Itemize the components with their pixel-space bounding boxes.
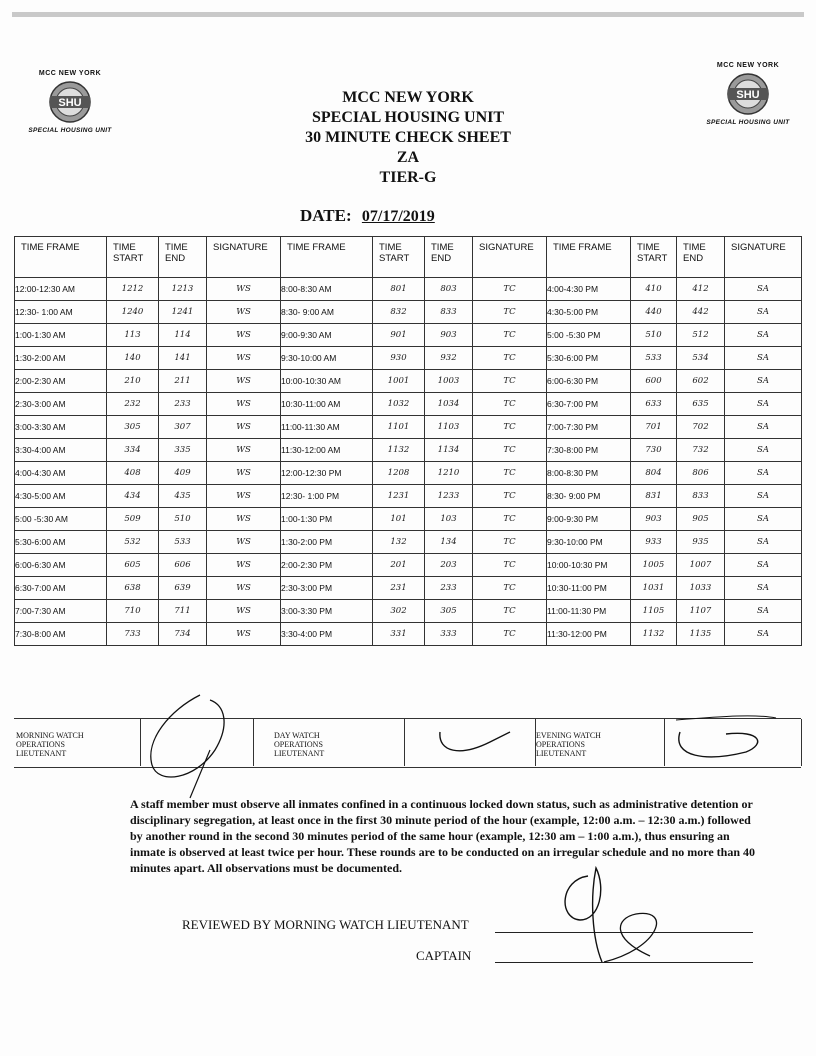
- signature-cell[interactable]: WS: [207, 439, 281, 462]
- time-start-cell[interactable]: 1132: [373, 439, 425, 462]
- signature-cell[interactable]: WS: [207, 301, 281, 324]
- title-line-1: MCC NEW YORK: [342, 89, 474, 106]
- table-row: [15, 278, 802, 301]
- title-line-5: TIER-G: [379, 169, 437, 186]
- time-start-cell[interactable]: 1032: [373, 393, 425, 416]
- time-end-cell[interactable]: 333: [425, 623, 473, 646]
- day-watch-label: DAY WATCH OPERATIONS LIEUTENANT: [274, 731, 325, 758]
- time-end-cell[interactable]: 602: [677, 370, 725, 393]
- time-end-cell[interactable]: 233: [159, 393, 207, 416]
- time-end-cell[interactable]: 510: [159, 508, 207, 531]
- signature-cell[interactable]: SA: [725, 623, 802, 646]
- time-frame-cell: 8:30- 9:00 AM: [281, 301, 373, 324]
- signature-cell[interactable]: WS: [207, 347, 281, 370]
- emblem-text: SHU: [736, 89, 760, 101]
- time-frame-cell: 8:00-8:30 PM: [547, 462, 631, 485]
- signature-cell[interactable]: TC: [473, 508, 547, 531]
- signature-cell[interactable]: TC: [473, 393, 547, 416]
- time-start-cell[interactable]: 113: [107, 324, 159, 347]
- signature-cell[interactable]: SA: [725, 577, 802, 600]
- table-row: [15, 393, 802, 416]
- time-end-cell[interactable]: 412: [677, 278, 725, 301]
- time-frame-cell: 1:30-2:00 PM: [281, 531, 373, 554]
- time-frame-cell: 5:00 -5:30 AM: [15, 508, 107, 531]
- time-start-cell[interactable]: 132: [373, 531, 425, 554]
- signature-cell[interactable]: SA: [725, 531, 802, 554]
- header-cell: TIME START: [631, 237, 677, 278]
- time-frame-cell: 4:00-4:30 PM: [547, 278, 631, 301]
- time-end-cell[interactable]: 806: [677, 462, 725, 485]
- signature-cell[interactable]: SA: [725, 347, 802, 370]
- time-start-cell[interactable]: 331: [373, 623, 425, 646]
- time-start-cell[interactable]: 1231: [373, 485, 425, 508]
- time-start-cell[interactable]: 1208: [373, 462, 425, 485]
- time-start-cell[interactable]: 410: [631, 278, 677, 301]
- time-start-cell[interactable]: 434: [107, 485, 159, 508]
- time-frame-cell: 1:00-1:30 PM: [281, 508, 373, 531]
- signature-cell[interactable]: WS: [207, 278, 281, 301]
- time-start-cell[interactable]: 140: [107, 347, 159, 370]
- time-end-cell[interactable]: 442: [677, 301, 725, 324]
- instructions-paragraph: A staff member must observe all inmates confined in a continuous locked down status, such as administrative detention or disciplinary segregation, at least once in the first 30 minute period of the hour (example, 12:00 a.m. – 12:30 a.m.) followed by another round in the second 30 minutes period of the same hour (example, 12:30 am – 1:00 a.m.), thus ensuring an inmate is observed at least twice per hour. These rounds are to be conducted on an irregular schedule and no more than 40 minutes apart. All observations must be documented.: [130, 797, 756, 875]
- signature-cell[interactable]: WS: [207, 393, 281, 416]
- date-label: DATE:: [300, 206, 352, 225]
- time-frame-cell: 6:30-7:00 AM: [15, 577, 107, 600]
- table-row: [15, 416, 802, 439]
- date-value: 07/17/2019: [361, 208, 435, 225]
- time-start-cell[interactable]: 831: [631, 485, 677, 508]
- time-frame-cell: 9:00-9:30 AM: [281, 324, 373, 347]
- signature-cell[interactable]: SA: [725, 485, 802, 508]
- time-end-cell[interactable]: 1135: [677, 623, 725, 646]
- table-row: [15, 554, 802, 577]
- time-end-cell[interactable]: 305: [425, 600, 473, 623]
- signature-cell[interactable]: TC: [473, 347, 547, 370]
- table-row: [15, 508, 802, 531]
- title-line-2: SPECIAL HOUSING UNIT: [311, 109, 505, 126]
- time-frame-cell: 9:00-9:30 PM: [547, 508, 631, 531]
- time-start-cell[interactable]: 1212: [107, 278, 159, 301]
- time-start-cell[interactable]: 605: [107, 554, 159, 577]
- time-end-cell[interactable]: 409: [159, 462, 207, 485]
- time-frame-cell: 1:00-1:30 AM: [15, 324, 107, 347]
- time-start-cell[interactable]: 210: [107, 370, 159, 393]
- signature-cell[interactable]: TC: [473, 439, 547, 462]
- captain-signature-scribble: [540, 858, 680, 968]
- time-frame-cell: 10:00-10:30 AM: [281, 370, 373, 393]
- time-start-cell[interactable]: 302: [373, 600, 425, 623]
- emblem-text: SHU: [58, 97, 82, 109]
- table-row: [15, 347, 802, 370]
- table-row: [15, 439, 802, 462]
- time-frame-cell: 7:00-7:30 AM: [15, 600, 107, 623]
- signature-cell[interactable]: SA: [725, 370, 802, 393]
- time-end-cell[interactable]: 103: [425, 508, 473, 531]
- time-end-cell[interactable]: 534: [677, 347, 725, 370]
- time-end-cell[interactable]: 606: [159, 554, 207, 577]
- morning-watch-label: MORNING WATCH OPERATIONS LIEUTENANT: [16, 731, 84, 758]
- signature-cell[interactable]: TC: [473, 278, 547, 301]
- time-start-cell[interactable]: 509: [107, 508, 159, 531]
- time-end-cell[interactable]: 211: [159, 370, 207, 393]
- time-start-cell[interactable]: 1031: [631, 577, 677, 600]
- signature-cell[interactable]: SA: [725, 439, 802, 462]
- time-end-cell[interactable]: 512: [677, 324, 725, 347]
- table-header-row: [15, 237, 802, 278]
- time-frame-cell: 3:00-3:30 PM: [281, 600, 373, 623]
- time-end-cell[interactable]: 533: [159, 531, 207, 554]
- time-frame-cell: 4:00-4:30 AM: [15, 462, 107, 485]
- time-end-cell[interactable]: 1213: [159, 278, 207, 301]
- time-frame-cell: 11:00-11:30 AM: [281, 416, 373, 439]
- signature-cell[interactable]: TC: [473, 416, 547, 439]
- time-start-cell[interactable]: 1101: [373, 416, 425, 439]
- evening-watch-label: EVENING WATCH OPERATIONS LIEUTENANT: [536, 731, 601, 758]
- time-end-cell[interactable]: 702: [677, 416, 725, 439]
- time-start-cell[interactable]: 633: [631, 393, 677, 416]
- time-frame-cell: 11:00-11:30 PM: [547, 600, 631, 623]
- check-table: [14, 236, 802, 646]
- time-end-cell[interactable]: 1134: [425, 439, 473, 462]
- signature-cell[interactable]: SA: [725, 393, 802, 416]
- time-start-cell[interactable]: 1001: [373, 370, 425, 393]
- time-start-cell[interactable]: 201: [373, 554, 425, 577]
- time-start-cell[interactable]: 933: [631, 531, 677, 554]
- time-start-cell[interactable]: 638: [107, 577, 159, 600]
- signature-cell[interactable]: WS: [207, 577, 281, 600]
- header-cell: SIGNATURE: [473, 237, 547, 278]
- signature-cell[interactable]: TC: [473, 462, 547, 485]
- signature-cell[interactable]: WS: [207, 508, 281, 531]
- table-row: [15, 577, 802, 600]
- time-frame-cell: 5:30-6:00 AM: [15, 531, 107, 554]
- time-end-cell[interactable]: 1210: [425, 462, 473, 485]
- time-frame-cell: 12:00-12:30 AM: [15, 278, 107, 301]
- time-frame-cell: 8:30- 9:00 PM: [547, 485, 631, 508]
- time-end-cell[interactable]: 935: [677, 531, 725, 554]
- time-frame-cell: 12:30- 1:00 PM: [281, 485, 373, 508]
- header-cell: SIGNATURE: [725, 237, 802, 278]
- time-frame-cell: 3:30-4:00 PM: [281, 623, 373, 646]
- time-start-cell[interactable]: 510: [631, 324, 677, 347]
- time-frame-cell: 4:30-5:00 AM: [15, 485, 107, 508]
- signature-cell[interactable]: TC: [473, 485, 547, 508]
- time-frame-cell: 2:00-2:30 PM: [281, 554, 373, 577]
- signature-cell[interactable]: WS: [207, 485, 281, 508]
- signature-cell[interactable]: WS: [207, 416, 281, 439]
- time-end-cell[interactable]: 1003: [425, 370, 473, 393]
- time-frame-cell: 12:00-12:30 PM: [281, 462, 373, 485]
- time-end-cell[interactable]: 114: [159, 324, 207, 347]
- signature-cell[interactable]: WS: [207, 623, 281, 646]
- time-end-cell[interactable]: 141: [159, 347, 207, 370]
- time-frame-cell: 3:00-3:30 AM: [15, 416, 107, 439]
- table-row: [15, 324, 802, 347]
- time-start-cell[interactable]: 1005: [631, 554, 677, 577]
- signature-cell[interactable]: SA: [725, 324, 802, 347]
- time-end-cell[interactable]: 1034: [425, 393, 473, 416]
- captain-label: CAPTAIN: [416, 948, 472, 963]
- signature-cell[interactable]: SA: [725, 508, 802, 531]
- time-end-cell[interactable]: 335: [159, 439, 207, 462]
- table-row: [15, 485, 802, 508]
- time-start-cell[interactable]: 305: [107, 416, 159, 439]
- signature-cell[interactable]: SA: [725, 278, 802, 301]
- signature-cell[interactable]: SA: [725, 301, 802, 324]
- time-end-cell[interactable]: 1033: [677, 577, 725, 600]
- time-frame-cell: 9:30-10:00 PM: [547, 531, 631, 554]
- time-frame-cell: 5:30-6:00 PM: [547, 347, 631, 370]
- time-end-cell[interactable]: 1233: [425, 485, 473, 508]
- time-start-cell[interactable]: 903: [631, 508, 677, 531]
- time-start-cell[interactable]: 231: [373, 577, 425, 600]
- date-line: [300, 206, 560, 226]
- time-frame-cell: 7:30-8:00 PM: [547, 439, 631, 462]
- logo-top-text: MCC NEW YORK: [38, 70, 102, 77]
- time-start-cell[interactable]: 804: [631, 462, 677, 485]
- time-end-cell[interactable]: 932: [425, 347, 473, 370]
- signature-cell[interactable]: WS: [207, 324, 281, 347]
- time-end-cell[interactable]: 833: [677, 485, 725, 508]
- time-start-cell[interactable]: 532: [107, 531, 159, 554]
- logo-right: [698, 62, 798, 126]
- time-frame-cell: 9:30-10:00 AM: [281, 347, 373, 370]
- table-body: [15, 278, 802, 646]
- table-row: [15, 623, 802, 646]
- time-start-cell[interactable]: 533: [631, 347, 677, 370]
- time-frame-cell: 8:00-8:30 AM: [281, 278, 373, 301]
- time-frame-cell: 7:00-7:30 PM: [547, 416, 631, 439]
- table-row: [15, 370, 802, 393]
- signature-cell[interactable]: WS: [207, 600, 281, 623]
- time-end-cell[interactable]: 711: [159, 600, 207, 623]
- title-line-4: ZA: [396, 149, 420, 166]
- signature-cell[interactable]: WS: [207, 462, 281, 485]
- time-end-cell[interactable]: 803: [425, 278, 473, 301]
- time-end-cell[interactable]: 435: [159, 485, 207, 508]
- scan-top-edge: [12, 12, 804, 17]
- logo-left: [20, 70, 120, 134]
- signature-cell[interactable]: WS: [207, 531, 281, 554]
- time-frame-cell: 10:00-10:30 PM: [547, 554, 631, 577]
- morning-signature-scribble: [140, 690, 250, 800]
- time-end-cell[interactable]: 307: [159, 416, 207, 439]
- time-start-cell[interactable]: 440: [631, 301, 677, 324]
- day-signature-scribble: [430, 712, 520, 762]
- time-start-cell[interactable]: 1132: [631, 623, 677, 646]
- signature-cell[interactable]: TC: [473, 324, 547, 347]
- time-end-cell[interactable]: 639: [159, 577, 207, 600]
- time-end-cell[interactable]: 1107: [677, 600, 725, 623]
- signature-cell[interactable]: SA: [725, 462, 802, 485]
- time-frame-cell: 2:30-3:00 PM: [281, 577, 373, 600]
- time-frame-cell: 11:30-12:00 PM: [547, 623, 631, 646]
- time-end-cell[interactable]: 903: [425, 324, 473, 347]
- shu-emblem-icon: [46, 79, 94, 125]
- header-cell: SIGNATURE: [207, 237, 281, 278]
- evening-signature-scribble: [666, 712, 776, 767]
- time-frame-cell: 12:30- 1:00 AM: [15, 301, 107, 324]
- signature-cell[interactable]: TC: [473, 301, 547, 324]
- signature-cell[interactable]: SA: [725, 600, 802, 623]
- time-start-cell[interactable]: 600: [631, 370, 677, 393]
- time-start-cell[interactable]: 1240: [107, 301, 159, 324]
- signature-cell[interactable]: TC: [473, 554, 547, 577]
- signature-cell[interactable]: SA: [725, 416, 802, 439]
- signature-cell[interactable]: TC: [473, 531, 547, 554]
- time-end-cell[interactable]: 732: [677, 439, 725, 462]
- time-start-cell[interactable]: 408: [107, 462, 159, 485]
- signature-cell[interactable]: TC: [473, 370, 547, 393]
- time-start-cell[interactable]: 801: [373, 278, 425, 301]
- time-end-cell[interactable]: 1103: [425, 416, 473, 439]
- time-frame-cell: 2:30-3:00 AM: [15, 393, 107, 416]
- table-row: [15, 531, 802, 554]
- logo-bottom-text: SPECIAL HOUSING UNIT: [706, 119, 790, 126]
- time-frame-cell: 10:30-11:00 PM: [547, 577, 631, 600]
- time-end-cell[interactable]: 734: [159, 623, 207, 646]
- signature-cell[interactable]: TC: [473, 623, 547, 646]
- signature-cell[interactable]: WS: [207, 370, 281, 393]
- signature-cell[interactable]: TC: [473, 577, 547, 600]
- time-frame-cell: 11:30-12:00 AM: [281, 439, 373, 462]
- time-end-cell[interactable]: 1007: [677, 554, 725, 577]
- time-end-cell[interactable]: 233: [425, 577, 473, 600]
- time-frame-cell: 4:30-5:00 PM: [547, 301, 631, 324]
- logo-bottom-text: SPECIAL HOUSING UNIT: [28, 127, 112, 134]
- time-frame-cell: 2:00-2:30 AM: [15, 370, 107, 393]
- shu-emblem-icon: [724, 71, 772, 117]
- time-end-cell[interactable]: 203: [425, 554, 473, 577]
- time-frame-cell: 6:00-6:30 PM: [547, 370, 631, 393]
- time-frame-cell: 6:30-7:00 PM: [547, 393, 631, 416]
- header-cell: TIME FRAME: [547, 237, 631, 278]
- time-frame-cell: 7:30-8:00 AM: [15, 623, 107, 646]
- time-end-cell[interactable]: 134: [425, 531, 473, 554]
- document-title: [258, 88, 558, 188]
- time-frame-cell: 5:00 -5:30 PM: [547, 324, 631, 347]
- table-row: [15, 301, 802, 324]
- header-cell: TIME START: [373, 237, 425, 278]
- time-frame-cell: 3:30-4:00 AM: [15, 439, 107, 462]
- table-row: [15, 462, 802, 485]
- header-cell: TIME END: [677, 237, 725, 278]
- time-end-cell[interactable]: 833: [425, 301, 473, 324]
- time-frame-cell: 10:30-11:00 AM: [281, 393, 373, 416]
- header-cell: TIME FRAME: [281, 237, 373, 278]
- time-frame-cell: 6:00-6:30 AM: [15, 554, 107, 577]
- header-cell: TIME FRAME: [15, 237, 107, 278]
- reviewed-by-label: REVIEWED BY MORNING WATCH LIEUTENANT: [182, 917, 469, 932]
- time-end-cell[interactable]: 905: [677, 508, 725, 531]
- time-start-cell[interactable]: 901: [373, 324, 425, 347]
- signature-cell[interactable]: SA: [725, 554, 802, 577]
- time-start-cell[interactable]: 930: [373, 347, 425, 370]
- time-end-cell[interactable]: 635: [677, 393, 725, 416]
- table-row: [15, 600, 802, 623]
- header-cell: TIME END: [159, 237, 207, 278]
- time-start-cell[interactable]: 1105: [631, 600, 677, 623]
- time-start-cell[interactable]: 232: [107, 393, 159, 416]
- time-start-cell[interactable]: 701: [631, 416, 677, 439]
- title-line-3: 30 MINUTE CHECK SHEET: [305, 129, 511, 146]
- time-frame-cell: 1:30-2:00 AM: [15, 347, 107, 370]
- logo-top-text: MCC NEW YORK: [716, 62, 780, 69]
- time-end-cell[interactable]: 1241: [159, 301, 207, 324]
- header-cell: TIME END: [425, 237, 473, 278]
- time-start-cell[interactable]: 832: [373, 301, 425, 324]
- signature-cell[interactable]: TC: [473, 600, 547, 623]
- header-cell: TIME START: [107, 237, 159, 278]
- time-start-cell[interactable]: 101: [373, 508, 425, 531]
- time-start-cell[interactable]: 733: [107, 623, 159, 646]
- time-start-cell[interactable]: 730: [631, 439, 677, 462]
- time-start-cell[interactable]: 334: [107, 439, 159, 462]
- time-start-cell[interactable]: 710: [107, 600, 159, 623]
- signature-cell[interactable]: WS: [207, 554, 281, 577]
